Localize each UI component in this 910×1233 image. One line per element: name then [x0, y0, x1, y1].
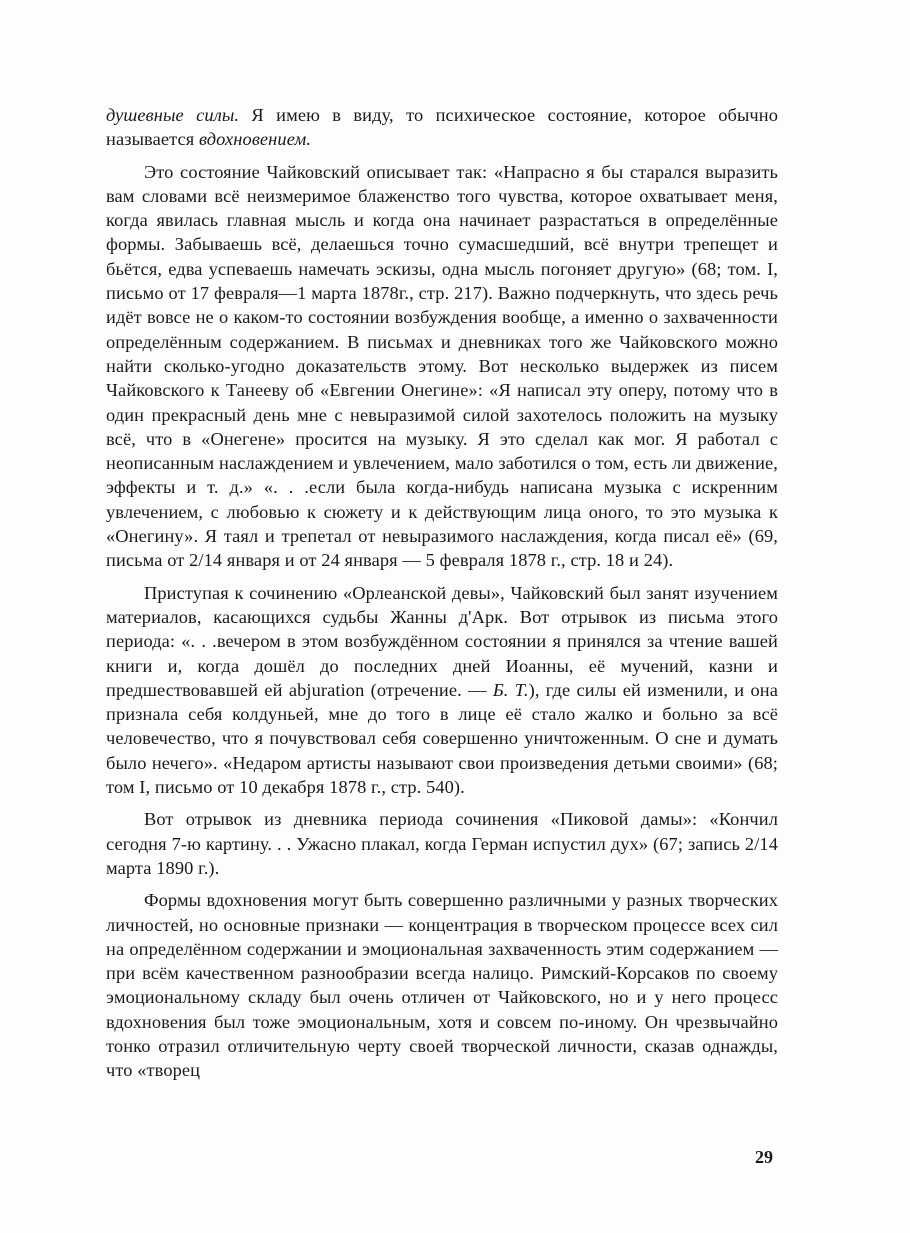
body-text: [106, 103, 778, 1091]
paragraph-5: Формы вдохновения могут быть совершенно различными у разных творческих личностей, но основные признаки — концентрация в творческом процессе всех сил на определённом содержании и эмоциональная захваченность этим содержанием — при всём качественном разнообразии всегда налицо. Римский-Корсаков по своему эмоциональному складу был очень отличен от Чайковского, но и у него процесс вдохновения был тоже эмоциональным, хотя и совсем по-иному. Он чрезвычайно тонко отразил отличительную черту своей творческой личности, сказав однажды, что «творец: [106, 890, 778, 1081]
paragraph-4: Вот отрывок из дневника периода сочинения «Пиковой дамы»: «Кончил сегодня 7-ю картину. . . Ужасно плакал, когда Герман испустил дух» (67; запись 2/14 марта 1890 г.).: [106, 809, 778, 878]
paragraph-2: Это состояние Чайковский описывает так: «Напрасно я бы старался выразить вам словами всё неизмеримое блаженство того чувства, которое охватывает меня, когда явилась главная мысль и когда она начинает разрастаться в определённые формы. Забываешь всё, делаешься точно сумасшедший, всё внутри трепещет и бьётся, едва успеваешь намечать эскизы, одна мысль погоняет другую» (68; том. I, письмо от 17 февраля—1 марта 1878г., стр. 217). Важно подчеркнуть, что здесь речь идёт вовсе не о каком-то состоянии возбуждения вообще, а именно о захваченности определённым содержанием. В письмах и дневниках того же Чайковского можно найти сколько-угодно доказательств этому. Вот несколько выдержек из писем Чайковского к Танееву об «Евгении Онегине»: «Я написал эту оперу, потому что в один прекрасный день мне с невыразимой силой захотелось положить на музыку всё, что в «Онегене» просится на музыку. Я это сделал как мог. Я работал с неописанным наслаждением и увлечением, мало заботился о том, есть ли движение, эффекты и т. д.» «. . .если была когда-нибудь написана музыка с искренним увлечением, с любовью к сюжету и к действующим лица оного, то это музыка к «Онегину». Я таял и трепетал от невыразимого наслаждения, когда писал её» (69, письма от 2/14 января и от 24 января — 5 февраля 1878 г., стр. 18 и 24).: [106, 161, 778, 571]
page-number: 29: [755, 1147, 773, 1167]
paragraph-3: Приступая к сочинению «Орлеанской девы», Чайковский был занят изучением материалов, касающихся судьбы Жанны д'Арк. Вот отрывок из письма этого периода: «. . .вечером в этом возбуждённом состоянии я принялся за чтение вашей книги и, когда дошёл до последних дней Иоанны, её мучений, казни и предшествовавшей ей abjuration (отречение. — Б. Т.), где силы ей изменили, и она признала себя колдуньей, мне до того в лице её стало жалко и больно за всё человечество, что я почувствовал себя совершенно уничтоженным. О сне и думать было нечего». «Недаром артисты называют свои произведения детьми своими» (68; том I, письмо от 10 декабря 1878 г., стр. 540).: [106, 582, 778, 798]
paragraph-1: душевные силы. Я имею в виду, то психическое состояние, которое обычно называется вдохновением.: [106, 105, 778, 150]
